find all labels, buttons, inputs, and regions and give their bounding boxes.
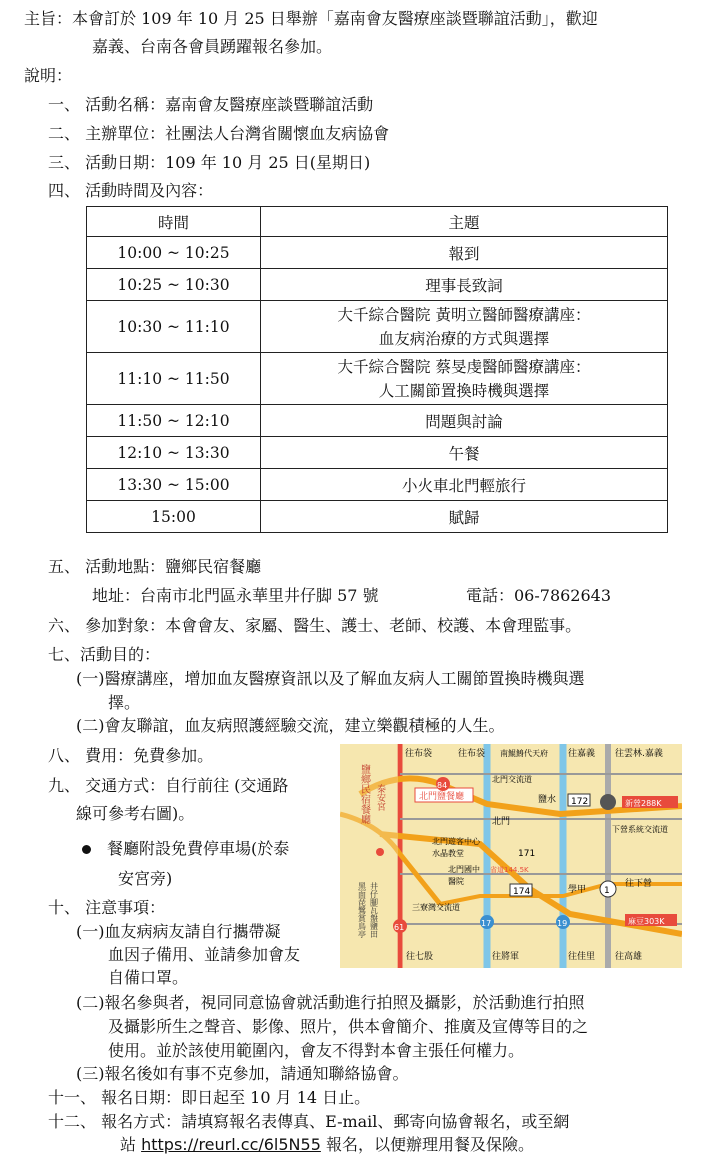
header-time: 時間 [87, 207, 261, 237]
time-cell: 10:00 ~ 10:25 [87, 237, 261, 269]
topic-cell: 問題與討論 [261, 405, 668, 437]
kaohsiung-label: 往高雄 [615, 952, 643, 962]
parking-2: 安宮旁) [118, 869, 173, 888]
jiangjun-label: 往將軍 [492, 952, 520, 962]
table-row [87, 269, 668, 301]
transport-1: 九、 交通方式：自行前往 (交通路 [48, 776, 289, 795]
minsu-label: 鹽鄉民宿餐廳 [358, 764, 370, 824]
time-cell: 10:30 ~ 11:10 [87, 301, 261, 353]
topic-line1: 大千綜合醫院 黃明立醫師醫療講座： [337, 305, 591, 324]
r1-label: 1 [604, 886, 610, 896]
restaurant-label: 北門鹽餐廳 [419, 792, 465, 802]
purpose-label: 主旨： [24, 9, 73, 28]
note-3: (三)報名後如有事不克參加，請通知聯絡協會。 [76, 1064, 409, 1083]
r171-label: 171 [518, 849, 536, 859]
topic-line2: 血友病治療的方式與選擇 [378, 329, 550, 348]
schedule-table [86, 206, 668, 533]
r19-label: 19 [557, 919, 568, 928]
reg-method-1: 十二、 報名方式：請填寫報名表傳真、E-mail、郵寄向協會報名，或至網 [48, 1112, 570, 1131]
note-1c: 自備口罩。 [108, 968, 189, 987]
topic-cell [261, 301, 668, 353]
goal-label: 七、活動目的： [48, 645, 161, 664]
table-row [87, 437, 668, 469]
topic-cell: 理事長致詞 [261, 269, 668, 301]
note-2c: 使用。並於該使用範圍內，會友不得對本會主張任何權力。 [108, 1041, 525, 1060]
location-label: 五、 活動地點：鹽鄉民宿餐廳 [48, 557, 262, 576]
topic-line2: 人工關節置換時機與選擇 [378, 381, 550, 400]
table-row [87, 469, 668, 501]
sanliao-label: 三寮灣交流道 [412, 903, 460, 912]
desc-label: 說明： [24, 66, 73, 85]
goal-1a: (一)醫療講座，增加血友醫療資訊以及了解血友病人工關節置換時機與選 [76, 669, 585, 688]
header-topic: 主題 [261, 207, 668, 237]
goal-1b: 擇。 [108, 693, 141, 712]
bullet-icon [82, 845, 91, 854]
r61-label: 61 [394, 923, 405, 932]
map-drawing [340, 744, 682, 968]
yunlin-label: 往雲林.嘉義 [615, 749, 663, 759]
time-cell: 13:30 ~ 15:00 [87, 469, 261, 501]
reg-pre: 站 [120, 1135, 142, 1154]
notes-label: 十、 注意事項： [48, 898, 166, 917]
time-cell: 11:50 ~ 12:10 [87, 405, 261, 437]
item-4: 四、 活動時間及內容： [48, 181, 214, 200]
reg-method-2 [120, 1134, 534, 1156]
taian-label: 泰安宮 [375, 784, 385, 811]
parking-text: 餐廳附設免費停車場(於泰 [107, 839, 290, 858]
yanshui-label: 鹽水 [538, 795, 557, 805]
topic-cell: 報到 [261, 237, 668, 269]
location-address: 地址：台南市北門區永華里井仔脚 57 號 [92, 586, 379, 605]
church2-label: 黑面琵鷺賞鳥亭 [357, 882, 367, 938]
table-row [87, 353, 668, 405]
bubu-label: 往布袋 [405, 749, 433, 759]
topic-cell: 賦歸 [261, 501, 668, 533]
topic-cell: 小火車北門輕旅行 [261, 469, 668, 501]
note-1a: (一)血友病病友請自行攜帶凝 [76, 922, 281, 941]
item-1: 一、 活動名稱：嘉南會友醫療座談暨聯誼活動 [48, 95, 374, 114]
qigu-label: 往七股 [406, 952, 434, 962]
beimen-jc-label: 北門交流道 [492, 775, 532, 784]
xiaying-label: 往下營 [625, 879, 653, 889]
route-map [340, 744, 682, 968]
topic-line1: 大千綜合醫院 蔡旻虔醫師醫療講座： [337, 357, 591, 376]
note-2b: 及攝影所生之聲音、影像、照片，供本會簡介、推廣及宣傳等目的之 [108, 1017, 589, 1036]
time-cell: 12:10 ~ 13:30 [87, 437, 261, 469]
xinying-label: 新營288K [625, 799, 662, 808]
madou-label: 麻豆303K [628, 917, 665, 926]
item-3: 三、 活動日期：109 年 10 月 25 日(星期日) [48, 153, 371, 172]
time-cell: 15:00 [87, 501, 261, 533]
fee: 八、 費用：免費參加。 [48, 746, 214, 765]
table-row [87, 301, 668, 353]
reg-date: 十一、 報名日期：即日起至 10 月 14 日止。 [48, 1088, 371, 1107]
r174-label: 174 [513, 887, 531, 897]
note-1b: 血因子備用、並請參加會友 [108, 945, 301, 964]
time-cell: 10:25 ~ 10:30 [87, 269, 261, 301]
participants: 六、 參加對象：本會會友、家屬、醫生、護士、老師、校護、本會理監事。 [48, 616, 582, 635]
reg-post: 報名，以便辦理用餐及保險。 [320, 1135, 534, 1154]
nankun-label: 南鯤鯓代天府 [500, 749, 548, 758]
clinic-label: 醫院 [448, 877, 464, 886]
time-cell: 11:10 ~ 11:50 [87, 353, 261, 405]
table-row [87, 501, 668, 533]
purpose-line2: 嘉義、台南各會員踴躍報名參加。 [92, 37, 333, 56]
topic-cell [261, 353, 668, 405]
bubu2-label: 往布袋 [458, 749, 486, 759]
table-header [87, 207, 668, 237]
r172-label: 172 [571, 797, 589, 807]
church-label: 水晶教堂 [432, 849, 464, 858]
r17-label: 17 [481, 919, 492, 928]
jiali-label: 往佳里 [568, 952, 596, 962]
item-2: 二、 主辦單位：社團法人台灣省關懷血友病協會 [48, 124, 390, 143]
purpose-text: 本會訂於 109 年 10 月 25 日舉辦「嘉南會友醫療座談暨聯誼活動」，歡迎 [72, 9, 598, 28]
transport-2: 線可參考右圖)。 [76, 804, 195, 823]
purpose-line1 [24, 8, 598, 30]
beimen-label: 北門 [492, 817, 511, 827]
xiaying-sys-label: 下營系統交流道 [612, 825, 668, 834]
jiayi-label: 往嘉義 [568, 749, 596, 759]
parking-1 [82, 838, 289, 860]
table-row [87, 237, 668, 269]
location-phone: 電話：06-7862643 [466, 586, 612, 605]
registration-link[interactable]: https://reurl.cc/6l5N55 [141, 1135, 321, 1154]
well-label: 井仔腳瓦盤鹽田 [369, 882, 379, 938]
tainan-label: 省道144.5K [490, 866, 529, 874]
table-row [87, 405, 668, 437]
r84-label: 84 [437, 781, 448, 790]
topic-cell: 午餐 [261, 437, 668, 469]
note-2a: (二)報名參與者，視同同意協會就活動進行拍照及攝影，於活動進行拍照 [76, 993, 585, 1012]
visitor-label: 北門遊客中心 [432, 837, 480, 846]
xuejia-label: 學甲 [568, 885, 587, 895]
school-label: 北門國中 [448, 865, 480, 874]
goal-2: (二)會友聯誼，血友病照護經驗交流，建立樂觀積極的人生。 [76, 716, 505, 735]
